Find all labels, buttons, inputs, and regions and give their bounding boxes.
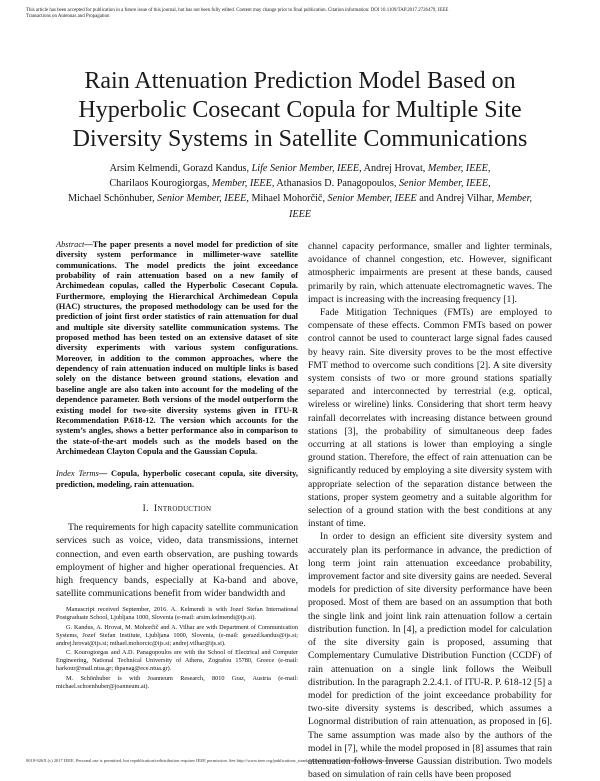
left-column xyxy=(56,240,298,600)
copyright-footer: 0018-926X (c) 2017 IEEE. Personal use is permitted, but republication/redistribution requires IEEE permission. See http://www.ieee.org/publications_standards/publications/rights/index.html for more information. xyxy=(26,758,411,763)
section-heading-introduction xyxy=(56,503,298,516)
author-affiliation: Life Senior Member, IEEE xyxy=(251,163,360,174)
body-paragraph: The requirements for high capacity satellite communication services such as voice, video, data transmissions, internet connection, and even earth observation, are pushing towards employment of higher and higher operational frequencies. At high frequency bands, especially at Ka-band and above, satellite communications benefit from wider bandwidth and xyxy=(56,522,298,600)
abstract-dash: — xyxy=(84,240,93,249)
author-name: Michael Schönhuber xyxy=(67,193,153,205)
journal-notice xyxy=(26,8,582,21)
footnotes xyxy=(56,606,298,691)
author-name: Charilaos Kourogiorgas xyxy=(109,178,207,190)
footnote: Manuscript received September, 2016. A. Kelmendi is with Jozef Stefan International Postgraduate School, Ljubljana 1000, Slovenia (e-mail: arsim.kelmendi@ijs.si). xyxy=(56,606,298,622)
section-title: Introduction xyxy=(154,503,212,514)
author-name: Andrej Vilhar xyxy=(435,193,492,205)
index-terms-dash: — xyxy=(98,469,108,479)
author-affiliation: Senior Member, IEEE xyxy=(157,193,247,205)
section-number: I. xyxy=(142,503,149,514)
author-affiliation: Senior Member, IEEE xyxy=(327,193,417,205)
abstract-label: Abstract xyxy=(56,240,85,249)
abstract xyxy=(56,240,298,457)
footnote: G. Kandus, A. Hrovat, M. Mohorčič and A. Vilhar are with Department of Communication Systems, Jozef Stefan Institute, Ljubljana 1000, Slovenia, (e-mail: gorazd.kandus@ijs.si; andrej.hrovat@ijs.si; mihael.mohorcic@ijs.si; andrej.vilhar@ijs.si). xyxy=(56,623,298,647)
author-affiliation: Member, IEEE xyxy=(427,163,488,174)
body-paragraph: In order to design an efficient site diversity system and accurately plan its performance in advance, the prediction of long term joint rain attenuation exceedance probability, improvement factor and site diversity gains are needed. Several models for prediction of site diversity performance have been proposed. Most of them are based on an assumption that both the single link and joint link rain attenuation follow a certain distribution function. In [4], a prediction model for calculation of the site diversity gain is proposed, assuming that Complementary Cumulative Distribution Function (CCDF) of rain attenuation on a single link follows the Weibull distribution. In the paragraph 2.2.4.1. of ITU-R. P. 618-12 [5] a model for prediction of the joint exceedance probability for two-site diversity systems is described, which assumes a Lognormal distribution of rain attenuation, as proposed in [6]. The same assumption was made also by the authors of the model in [7], while the model proposed in [8] assumes that rain attenuation follows Inverse Gaussian distribution. Two models based on simulation of rain cells have been proposed xyxy=(308,531,552,781)
index-terms xyxy=(56,469,298,490)
footnote: M. Schönhuber is with Joanneum Research, 8010 Graz, Austria (e-mail: michael.schoenhuber@joanneum.at). xyxy=(56,674,298,690)
abstract-text: The paper presents a novel model for prediction of site diversity system performance in millimeter-wave satellite communications. The model predicts the joint exceedance probability of rain attenuation based on a new family of Archimedean copulas, called the Hyperbolic Cosecant Copula. Furthermore, employing the Hierarchical Archimedean Copula (HAC) structures, the proposed methodology can be used for the prediction of joint first order statistics of rain attenuation for dual and multiple site diversity satellite communication systems. The proposed method has been tested on an extensive dataset of site diversity experiments with various system configurations. Moreover, in addition to the common approaches, where the dependency of rain attenuation induced on multiple links is based solely on the distance between ground stations, elevation and baseline angle are also taken into account for the modeling of the dependence parameter. Both versions of the model outperform the existing model for two-site diversity systems given in ITU-R Recommendation P.618-12. The version which accounts for the system’s angles, shows a better performance also in comparison to the state-of-the-art models such as the models based on the Archimedean Clayton Copula and the Gaussian Copula. xyxy=(56,240,298,456)
body-paragraph: channel capacity performance, smaller and lighter terminals, avoidance of channel congestion, etc. However, significant atmospheric impairments are present at these bands, caused primarily by rain, which attenuate electromagnetic waves. The impact is increasing with the increasing frequency [1]. xyxy=(308,241,552,305)
paper-title: Rain Attenuation Prediction Model Based on Hyperbolic Cosecant Copula for Multiple Site Diversity Systems in Satellite Communications xyxy=(72,68,528,152)
author-name: Mihael Mohorčič xyxy=(251,193,323,205)
author-name: Arsim Kelmendi xyxy=(109,163,178,174)
author-affiliation: Senior Member, IEEE xyxy=(398,178,489,190)
journal-notice-line2: Transactions on Antennas and Propagation xyxy=(26,14,110,20)
body-paragraph: Fade Mitigation Techniques (FMTs) are employed to compensate of these effects. Common FMTs based on power control cannot be used to counteract large signal fades caused by heavy rain. Site diversity proves to be the most effective FMT method to overcome such conditions [2]. A site diversity system consists of two or more ground stations spatially separated and interconnected by terrestrial (e.g. optical, wireless or wireline) links. Considering that short term heavy rainfall decorrelates with increasing distance between ground stations [3], the probability of simultaneous deep fades occurring at all stations is lower than employing a single ground station. Therefore, the effect of rain attenuation can be significantly reduced by employing a site diversity system with appropriate selection of the separation distance between the stations, proper system geometry and a suitable algorithm for selection of a ground station with the best conditions at any instant of time. xyxy=(308,307,552,530)
author-name: Andrej Hrovat xyxy=(363,163,423,174)
author-affiliation: Member, IEEE xyxy=(211,178,272,190)
index-terms-label: Index Terms xyxy=(56,469,99,479)
footnote: C. Kourogiorgas and A.D. Panagopoulos are with the School of Electrical and Computer Engineering, National Technical University of Athens, Zografou 15780, Greece (e-mail: harkour@mail.ntua.gr; thpanag@ece.ntua.gr). xyxy=(56,649,298,673)
right-column xyxy=(308,240,552,781)
journal-notice-line1: This article has been accepted for publication in a future issue of this journal, but has not been fully edited. Content may change prior to final publication. Citation information: DOI 10.1109/TAP.2017.2726479, IEEE xyxy=(26,8,449,13)
author-name: Gorazd Kandus xyxy=(182,163,247,174)
author-affiliation: Member, IEEE xyxy=(288,193,533,220)
author-list: Arsim Kelmendi, Gorazd Kandus, Life Senior Member, IEEE, Andrej Hrovat, Member, IEEE, Charilaos Kourogiorgas, Member, IEEE, Athanasios D. Panagopoulos, Senior Member, IEEE, Michael Schönhuber, Senior Member, IEEE, Mihael Mohorčič, Senior Member, IEEE and Andrej Vilhar, Member, IEEE xyxy=(67,163,533,220)
author-name: Athanasios D. Panagopoulos xyxy=(276,178,394,190)
index-terms-text: Copula, hyperbolic cosecant copula, site diversity, prediction, modeling, rain attenuation. xyxy=(56,469,298,489)
